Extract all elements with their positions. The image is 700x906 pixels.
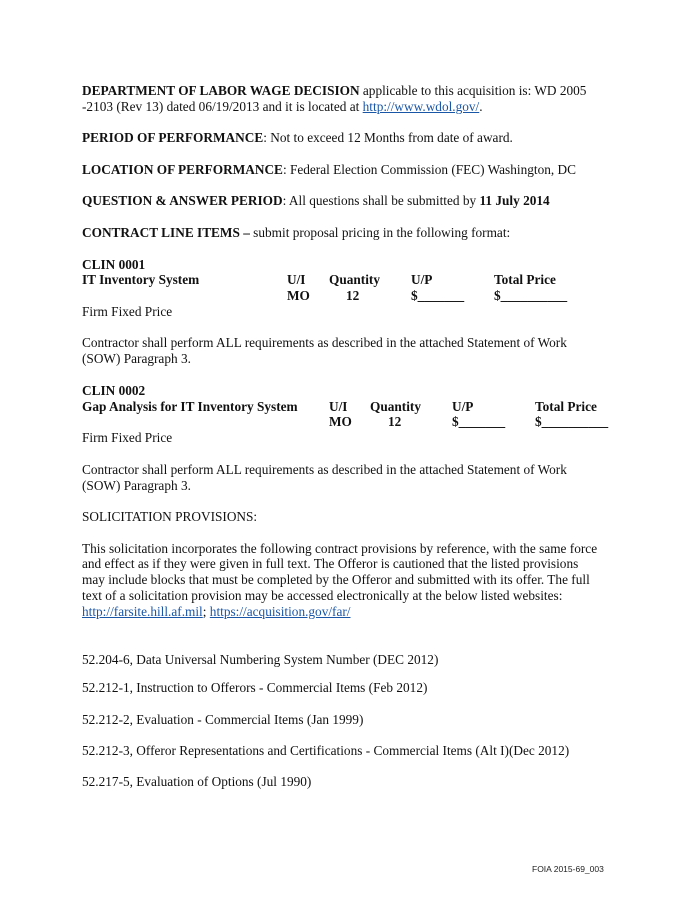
clin-name: Gap Analysis for IT Inventory System xyxy=(82,399,298,414)
clin-number-text: CLIN 0002 xyxy=(82,383,146,398)
quantity-header: Quantity xyxy=(370,399,421,414)
link-separator: ; xyxy=(202,604,210,619)
wdol-link[interactable]: http://www.wdol.gov/ xyxy=(362,99,480,114)
provision-item: 52.212-1, Instruction to Offerors - Commercial Items (Feb 2012) xyxy=(82,680,428,695)
location-text: : Federal Election Commission (FEC) Washington, DC xyxy=(282,162,576,177)
provisions-heading: SOLICITATION PROVISIONS: xyxy=(82,509,258,524)
cli-text: submit proposal pricing in the following format: xyxy=(249,225,511,240)
clin-desc-line1: Contractor shall perform ALL requirements as described in the attached Statement of Work xyxy=(82,462,567,477)
up-field[interactable]: $_______ xyxy=(452,414,506,429)
provisions-line: This solicitation incorporates the following contract provisions by reference, with the same force xyxy=(82,541,598,556)
clin-type: Firm Fixed Price xyxy=(82,304,173,319)
provisions-line: may include blocks that must be completed by the Offeror and submitted with its offer. The full xyxy=(82,572,590,587)
qa-date: 11 July 2014 xyxy=(479,193,550,208)
total-price-header: Total Price xyxy=(494,272,556,287)
up-header: U/P xyxy=(411,272,433,287)
period-of-performance xyxy=(82,130,513,146)
provision-item: 52.212-3, Offeror Representations and Certifications - Commercial Items (Alt I)(Dec 2012) xyxy=(82,743,570,758)
wage-decision-text: applicable to this acquisition is: WD 2005 xyxy=(359,83,587,98)
location-label: LOCATION OF PERFORMANCE xyxy=(82,162,283,177)
acquisition-link[interactable]: https://acquisition.gov/far/ xyxy=(209,604,351,619)
ui-header: U/I xyxy=(287,272,306,287)
provision-item: 52.212-2, Evaluation - Commercial Items (Jan 1999) xyxy=(82,712,364,727)
clin-number xyxy=(82,257,145,273)
period-label: PERIOD OF PERFORMANCE xyxy=(82,130,264,145)
quantity-value: 12 xyxy=(346,288,360,303)
clin-type: Firm Fixed Price xyxy=(82,430,173,445)
ui-value: MO xyxy=(329,414,352,429)
provisions-line: text of a solicitation provision may be accessed electronically at the below listed websites: xyxy=(82,588,563,603)
location-of-performance xyxy=(82,162,576,178)
ui-value: MO xyxy=(287,288,310,303)
total-price-field[interactable]: $__________ xyxy=(494,288,568,303)
quantity-value: 12 xyxy=(388,414,402,429)
total-price-header: Total Price xyxy=(535,399,597,414)
period-mark: . xyxy=(479,99,483,114)
wage-decision-line2 xyxy=(82,99,483,115)
provision-item: 52.204-6, Data Universal Numbering System Number (DEC 2012) xyxy=(82,652,439,667)
qa-label: QUESTION & ANSWER PERIOD xyxy=(82,193,283,208)
wage-decision-line1 xyxy=(82,83,586,99)
wage-decision-label: DEPARTMENT OF LABOR WAGE DECISION xyxy=(82,83,360,98)
clin-desc-line2: (SOW) Paragraph 3. xyxy=(82,351,191,366)
provision-item: 52.217-5, Evaluation of Options (Jul 1990) xyxy=(82,774,312,789)
up-header: U/P xyxy=(452,399,474,414)
clin-desc-line1: Contractor shall perform ALL requirements as described in the attached Statement of Work xyxy=(82,335,567,350)
foia-footer: FOIA 2015-69_003 xyxy=(532,864,604,874)
contract-line-items xyxy=(82,225,510,241)
ui-header: U/I xyxy=(329,399,348,414)
provisions-line: and effect as if they were given in full text. The Offeror is cautioned that the listed provisions xyxy=(82,556,579,571)
cli-label: CONTRACT LINE ITEMS – xyxy=(82,225,250,240)
qa-text: : All questions shall be submitted by xyxy=(282,193,480,208)
quantity-header: Quantity xyxy=(329,272,380,287)
up-field[interactable]: $_______ xyxy=(411,288,465,303)
wage-decision-text2: -2103 (Rev 13) dated 06/19/2013 and it is located at xyxy=(82,99,363,114)
clin-name: IT Inventory System xyxy=(82,272,200,287)
clin-number xyxy=(82,383,145,399)
clin-number-text: CLIN 0001 xyxy=(82,257,146,272)
farsite-link[interactable]: http://farsite.hill.af.mil xyxy=(82,604,203,619)
provisions-links xyxy=(82,604,351,620)
qa-period xyxy=(82,193,550,209)
total-price-field[interactable]: $__________ xyxy=(535,414,609,429)
period-text: : Not to exceed 12 Months from date of award. xyxy=(263,130,513,145)
clin-desc-line2: (SOW) Paragraph 3. xyxy=(82,478,191,493)
